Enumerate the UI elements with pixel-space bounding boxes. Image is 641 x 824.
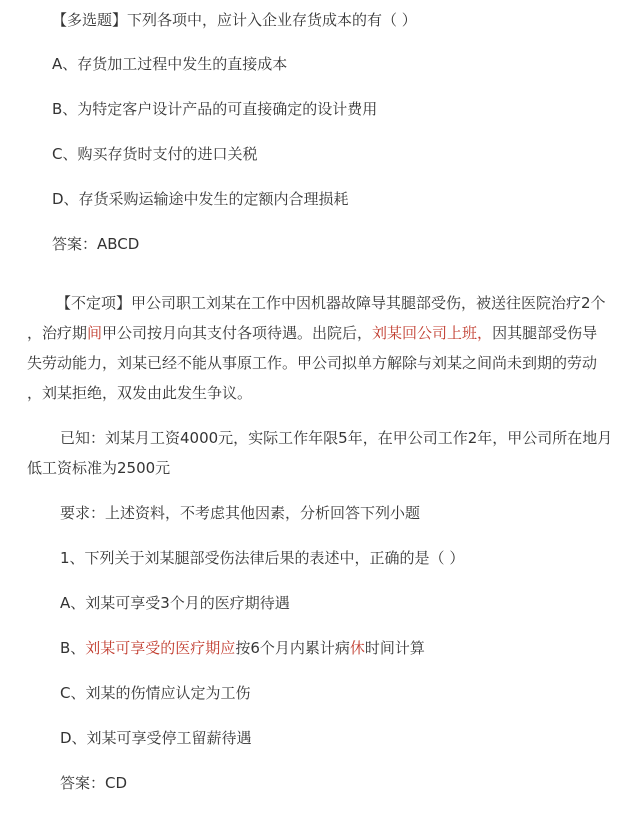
q1-option-a: A、存货加工过程中发生的直接成本 [52,55,288,73]
q2-answer: 答案：CD [60,774,128,792]
case-highlight: 刘某回公司上班， [372,324,493,342]
q2-option-b [60,638,425,658]
q2-title: 1、下列关于刘某腿部受伤法律后果的表述中，正确的是（ ） [60,549,465,567]
q2-option-b-middle: 按6个月内累计病 [235,639,350,657]
q1-option-b: B、为特定客户设计产品的可直接确定的设计费用 [52,100,378,118]
q1-answer: 答案：ABCD [52,235,140,253]
case-text: 因其腿部受伤导 [492,324,598,342]
case-text: 甲公司按月向其支付各项待遇。出院后， [102,324,373,342]
case-paragraph-2-line-2: 低工资标准为2500元 [27,459,171,477]
q2-option-c: C、刘某的伤情应认定为工伤 [60,684,251,702]
case-paragraph-2-line-1: 已知：刘某月工资4000元，实际工作年限5年，在甲公司工作2年，甲公司所在地月 [60,429,613,447]
q2-option-b-highlight: 休 [349,639,365,657]
q1-option-c: C、购买存货时支付的进口关税 [52,145,258,163]
case-paragraph-1-line-3: 失劳动能力，刘某已经不能从事原工作。甲公司拟单方解除与刘某之间尚未到期的劳动 [27,354,598,372]
q2-option-b-suffix: 时间计算 [364,639,425,657]
case-paragraph-1-line-1: 【不定项】甲公司职工刘某在工作中因机器故障导其腿部受伤，被送往医院治疗2个 [56,294,606,312]
case-text: ，治疗期 [27,324,88,342]
q2-option-d: D、刘某可享受停工留薪待遇 [60,729,252,747]
q1-option-d: D、存货采购运输途中发生的定额内合理损耗 [52,190,349,208]
case-highlight: 间 [87,324,103,342]
q2-option-b-highlight: 刘某可享受的医疗期应 [85,639,236,657]
case-requirement: 要求：上述资料，不考虑其他因素，分析回答下列小题 [60,504,421,522]
q2-option-a: A、刘某可享受3个月的医疗期待遇 [60,594,290,612]
case-paragraph-1-line-4: ，刘某拒绝，双发由此发生争议。 [27,384,253,402]
q2-option-b-prefix: B、 [60,639,86,657]
q1-title: 【多选题】下列各项中，应计入企业存货成本的有（ ） [52,11,417,29]
case-paragraph-1-line-2 [27,323,597,343]
